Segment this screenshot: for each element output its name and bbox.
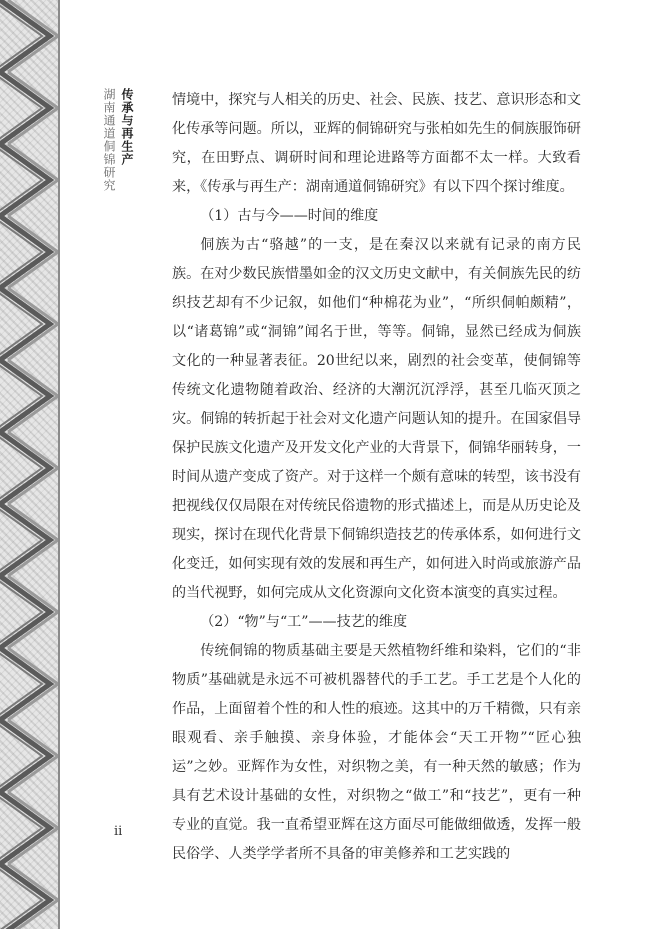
section-heading-1: （1）古与今——时间的维度 <box>200 208 379 224</box>
body-text <box>172 86 581 869</box>
paragraph-3: 传统侗锦的物质基础主要是天然植物纤维和染料，它们的“非物质”基础就是永远不可被机器替代的手工艺。手工艺是个人化的作品，上面留着个性的和人性的痕迹。这其中的万千精微，只有亲眼观看、亲手触摸、亲身体验，才能体会“天工开物”“匠心独运”之妙。亚辉作为女性，对织物之美，有一种天然的敏感；作为具有艺术设计基础的女性，对织物之“做工”和“技艺”，更有一种专业的直觉。我一直希望亚辉在这方面尽可能做细做透，发挥一般民俗学、人类学学者所不具备的审美修养和工艺实践的 <box>172 643 581 862</box>
page-number: ii <box>114 824 123 839</box>
running-title: 传承与再生产 <box>120 88 134 166</box>
running-subtitle: 湖南通道侗锦研究 <box>102 88 116 192</box>
paragraph-2: 侗族为古“骆越”的一支，是在秦汉以来就有记录的南方民族。在对少数民族惜墨如金的汉文历史文献中，有关侗族先民的纺织技艺却有不少记叙，如他们“种棉花为业”，“所织侗帕颇精”，以“诸葛锦”或“洞锦”闻名于世，等等。侗锦，显然已经成为侗族文化的一种显著表征。20世纪以来，剧烈的社会变革，使侗锦等传统文化遗物随着政治、经济的大潮沉沉浮浮，甚至几临灭顶之灾。侗锦的转折起于社会对文化遗产问题认知的提升。在国家倡导保护民族文化遗产及开发文化产业的大背景下，侗锦华丽转身，一时间从遗产变成了资产。对于这样一个颇有意味的转型，该书没有把视线仅仅局限在对传统民俗遗物的形式描述上，而是从历史论及现实，探讨在现代化背景下侗锦织造技艺的传承体系，如何进行文化变迁，如何实现有效的发展和再生产，如何进入时尚或旅游产品的当代视野，如何完成从文化资源向文化资本演变的真实过程。 <box>172 237 581 601</box>
section-heading-2: （2）“物”与“工”——技艺的维度 <box>200 614 408 630</box>
paragraph-1: 情境中，探究与人相关的历史、社会、民族、技艺、意识形态和文化传承等问题。所以，亚辉的侗锦研究与张柏如先生的侗族服饰研究，在田野点、调研时间和理论进路等方面都不太一样。大致看来，《传承与再生产：湖南通道侗锦研究》有以下四个探讨维度。 <box>172 92 581 195</box>
zigzag-pattern-icon <box>0 0 58 929</box>
decorative-border-pattern <box>0 0 60 929</box>
